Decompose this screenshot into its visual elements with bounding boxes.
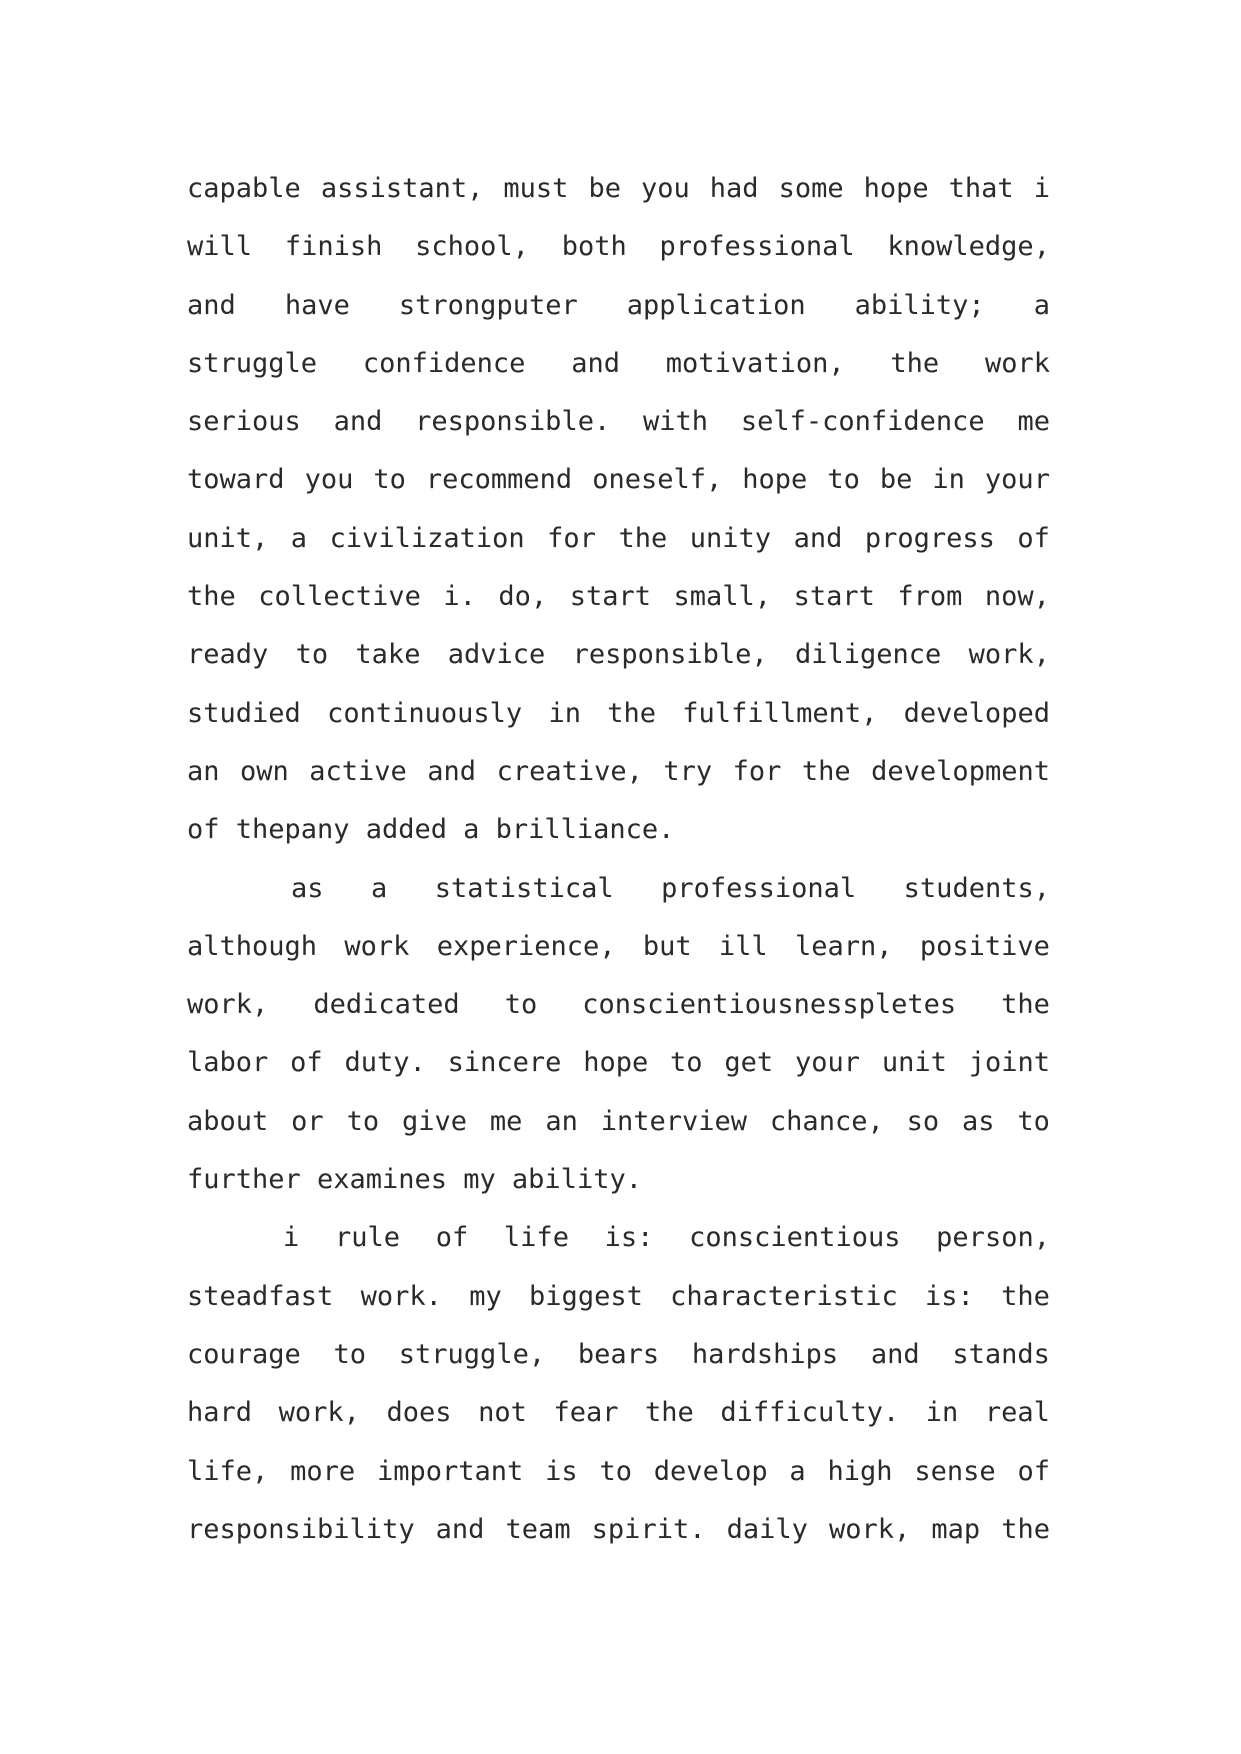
word: rule xyxy=(334,1222,400,1254)
word: hope xyxy=(863,173,929,204)
word: in xyxy=(932,464,965,496)
document-body xyxy=(187,160,1050,1559)
word: with xyxy=(643,406,709,438)
word: that xyxy=(948,173,1014,204)
word: experience, xyxy=(436,930,616,962)
word: professional xyxy=(661,872,857,904)
word: the xyxy=(1001,989,1050,1021)
text-line xyxy=(187,1501,1050,1559)
word: and xyxy=(793,522,843,554)
word: to xyxy=(295,639,329,671)
text-line xyxy=(187,451,1050,509)
text-line xyxy=(187,393,1050,451)
word: creative, xyxy=(496,755,643,787)
word: important xyxy=(376,1455,524,1487)
word: the xyxy=(1001,1513,1050,1545)
word: stands xyxy=(952,1338,1050,1370)
word: and xyxy=(870,1338,920,1370)
word: and xyxy=(571,347,620,379)
word: unit xyxy=(881,1047,947,1079)
word: hardships xyxy=(691,1338,839,1370)
word: unity xyxy=(689,522,772,554)
word: interview xyxy=(600,1105,748,1137)
word: and xyxy=(435,1513,485,1545)
word: a xyxy=(463,814,480,846)
word: motivation, xyxy=(665,347,845,379)
word: examines xyxy=(316,1164,448,1196)
word: school, xyxy=(415,231,529,263)
word: to xyxy=(346,1105,380,1137)
word: is: xyxy=(925,1280,974,1312)
word: added xyxy=(365,814,447,846)
word: now, xyxy=(984,581,1050,613)
word: own xyxy=(240,755,289,787)
word: daily xyxy=(726,1513,808,1545)
word: collective xyxy=(258,581,421,613)
text-line xyxy=(187,277,1050,335)
word: me xyxy=(489,1105,523,1137)
word: work xyxy=(344,930,410,962)
word: a xyxy=(290,522,308,554)
word: an xyxy=(545,1105,578,1137)
word: high xyxy=(827,1455,893,1487)
word: your xyxy=(984,464,1050,496)
word: developed xyxy=(903,697,1050,729)
word: is: xyxy=(604,1222,654,1254)
word: do, xyxy=(498,581,548,613)
word: does xyxy=(386,1397,452,1429)
word: struggle, xyxy=(398,1338,546,1370)
word: the xyxy=(607,697,657,729)
word: an xyxy=(187,755,220,787)
text-line xyxy=(187,1034,1050,1092)
word: will xyxy=(187,231,253,263)
word: and xyxy=(427,755,477,787)
word: continuously xyxy=(327,697,523,729)
word: struggle xyxy=(187,347,318,379)
text-line xyxy=(187,1093,1050,1151)
word: the xyxy=(890,347,940,379)
word: your xyxy=(795,1047,861,1079)
word: i. xyxy=(443,581,476,613)
word: is xyxy=(545,1455,578,1487)
word: fulfillment, xyxy=(682,697,878,729)
text-line xyxy=(187,160,1050,218)
word: had xyxy=(709,173,759,204)
word: chance, xyxy=(769,1105,884,1137)
text-line xyxy=(187,1326,1050,1384)
text-line xyxy=(187,510,1050,568)
word: have xyxy=(284,289,350,321)
word: in xyxy=(925,1397,959,1429)
word: develop xyxy=(653,1455,768,1487)
word: development xyxy=(871,755,1050,787)
word: to xyxy=(670,1047,703,1079)
word: the xyxy=(187,581,236,613)
word: serious xyxy=(187,406,301,438)
word: conscientiousnesspletes xyxy=(582,989,957,1021)
word: more xyxy=(290,1455,356,1487)
word: ill xyxy=(718,930,768,962)
word: and xyxy=(187,289,236,321)
text-line xyxy=(187,976,1050,1034)
word: although xyxy=(187,930,318,962)
word: for xyxy=(732,755,782,787)
word: work, xyxy=(828,1513,911,1545)
word: unit, xyxy=(187,522,269,554)
word: learn, xyxy=(795,930,893,962)
paragraph-3 xyxy=(187,1209,1050,1559)
word: some xyxy=(778,173,844,204)
word: strongputer xyxy=(398,289,578,321)
word: you xyxy=(640,173,690,204)
word: i xyxy=(283,1222,300,1254)
word: of xyxy=(1017,522,1050,554)
word: to xyxy=(504,989,538,1021)
text-line xyxy=(187,335,1050,393)
word: thepany xyxy=(235,814,350,846)
word: and xyxy=(333,406,383,438)
word: work. xyxy=(360,1280,442,1312)
text-line xyxy=(187,1209,1050,1267)
text-line xyxy=(187,918,1050,976)
word: so xyxy=(906,1105,940,1137)
word: steadfast xyxy=(187,1280,334,1312)
word: small, xyxy=(673,581,772,613)
word: responsible, xyxy=(572,639,768,671)
word: person, xyxy=(936,1222,1050,1254)
text-line xyxy=(187,743,1050,801)
word: civilization xyxy=(329,522,525,554)
word: spirit. xyxy=(591,1513,706,1545)
word: characteristic xyxy=(670,1280,898,1312)
text-line xyxy=(187,1268,1050,1326)
word: to xyxy=(333,1338,367,1370)
word: life xyxy=(503,1222,569,1254)
word: take xyxy=(355,639,421,671)
word: work xyxy=(984,347,1050,379)
word: me xyxy=(1017,406,1050,438)
word: a xyxy=(789,1455,806,1487)
word: of xyxy=(1017,1455,1050,1487)
word: further xyxy=(187,1164,301,1196)
word: the xyxy=(801,755,851,787)
word: self-confidence xyxy=(740,406,985,438)
word: professional xyxy=(659,231,855,263)
word: conscientious xyxy=(689,1222,901,1254)
paragraph-2 xyxy=(187,860,1050,1210)
word: work, xyxy=(968,639,1050,671)
word: try xyxy=(663,755,713,787)
word: studied xyxy=(187,697,301,729)
word: you xyxy=(304,464,354,496)
word: responsible. xyxy=(415,406,611,438)
word: progress xyxy=(864,522,995,554)
word: difficulty. xyxy=(720,1397,900,1429)
word: start xyxy=(793,581,875,613)
word: but xyxy=(642,930,692,962)
word: to xyxy=(599,1455,632,1487)
paragraph-1 xyxy=(187,160,1050,860)
word: dedicated xyxy=(313,989,460,1021)
word: positive xyxy=(919,930,1050,962)
word: be xyxy=(588,173,621,204)
word: recommend xyxy=(425,464,573,496)
word: i xyxy=(1033,173,1050,204)
word: my xyxy=(469,1280,502,1312)
word: the xyxy=(645,1397,694,1429)
word: get xyxy=(724,1047,774,1079)
word: advice xyxy=(447,639,546,671)
word: application xyxy=(626,289,806,321)
word: my xyxy=(463,1164,496,1196)
word: not xyxy=(478,1397,527,1429)
word: in xyxy=(548,697,581,729)
word: map xyxy=(931,1513,981,1545)
word: statistical xyxy=(434,872,614,904)
word: team xyxy=(505,1513,571,1545)
text-line xyxy=(187,218,1050,276)
text-line xyxy=(187,801,1050,859)
word: capable xyxy=(187,173,301,204)
word: or xyxy=(291,1105,324,1137)
word: fear xyxy=(553,1397,619,1429)
word: as xyxy=(962,1105,995,1137)
word: responsibility xyxy=(187,1513,415,1545)
word: labor xyxy=(187,1047,269,1079)
word: real xyxy=(984,1397,1050,1429)
word: work, xyxy=(278,1397,360,1429)
text-line xyxy=(187,1384,1050,1442)
word: brilliance. xyxy=(495,814,675,846)
word: hard xyxy=(187,1397,253,1429)
word: life, xyxy=(187,1455,269,1487)
word: to xyxy=(1017,1105,1050,1137)
word: biggest xyxy=(529,1280,643,1312)
word: work, xyxy=(187,989,269,1021)
word: hope xyxy=(742,464,808,496)
word: ability; xyxy=(854,289,985,321)
word: of xyxy=(187,814,220,846)
text-line xyxy=(187,1443,1050,1501)
word: sincere xyxy=(447,1047,562,1079)
text-line xyxy=(187,626,1050,684)
word: from xyxy=(897,581,963,613)
word: joint xyxy=(968,1047,1050,1079)
word: duty. xyxy=(344,1047,426,1079)
text-line xyxy=(187,568,1050,626)
word: for xyxy=(547,522,596,554)
word: of xyxy=(290,1047,323,1079)
word: students, xyxy=(903,872,1050,904)
text-line xyxy=(187,860,1050,918)
word: toward xyxy=(187,464,285,496)
word: to xyxy=(373,464,406,496)
word: be xyxy=(879,464,913,496)
word: active xyxy=(309,755,407,787)
word: knowledge, xyxy=(887,231,1050,263)
word: a xyxy=(1033,289,1050,321)
text-line xyxy=(187,685,1050,743)
word: oneself, xyxy=(592,464,723,496)
word: confidence xyxy=(362,347,526,379)
word: as xyxy=(291,872,324,904)
word: about xyxy=(187,1105,269,1137)
word: finish xyxy=(284,231,383,263)
word: the xyxy=(618,522,668,554)
word: the xyxy=(1001,1280,1050,1312)
word: ready xyxy=(187,639,269,671)
word: to xyxy=(827,464,860,496)
word: a xyxy=(371,872,388,904)
word: bears xyxy=(577,1338,660,1370)
word: ability. xyxy=(511,1164,642,1196)
word: diligence xyxy=(795,639,942,671)
word: both xyxy=(561,231,627,263)
word: of xyxy=(435,1222,469,1254)
word: courage xyxy=(187,1338,301,1370)
word: give xyxy=(401,1105,468,1137)
word: assistant, xyxy=(320,173,484,204)
word: sense xyxy=(914,1455,996,1487)
text-line xyxy=(187,1151,1050,1209)
word: start xyxy=(569,581,651,613)
word: hope xyxy=(583,1047,649,1079)
word: must xyxy=(503,173,569,204)
